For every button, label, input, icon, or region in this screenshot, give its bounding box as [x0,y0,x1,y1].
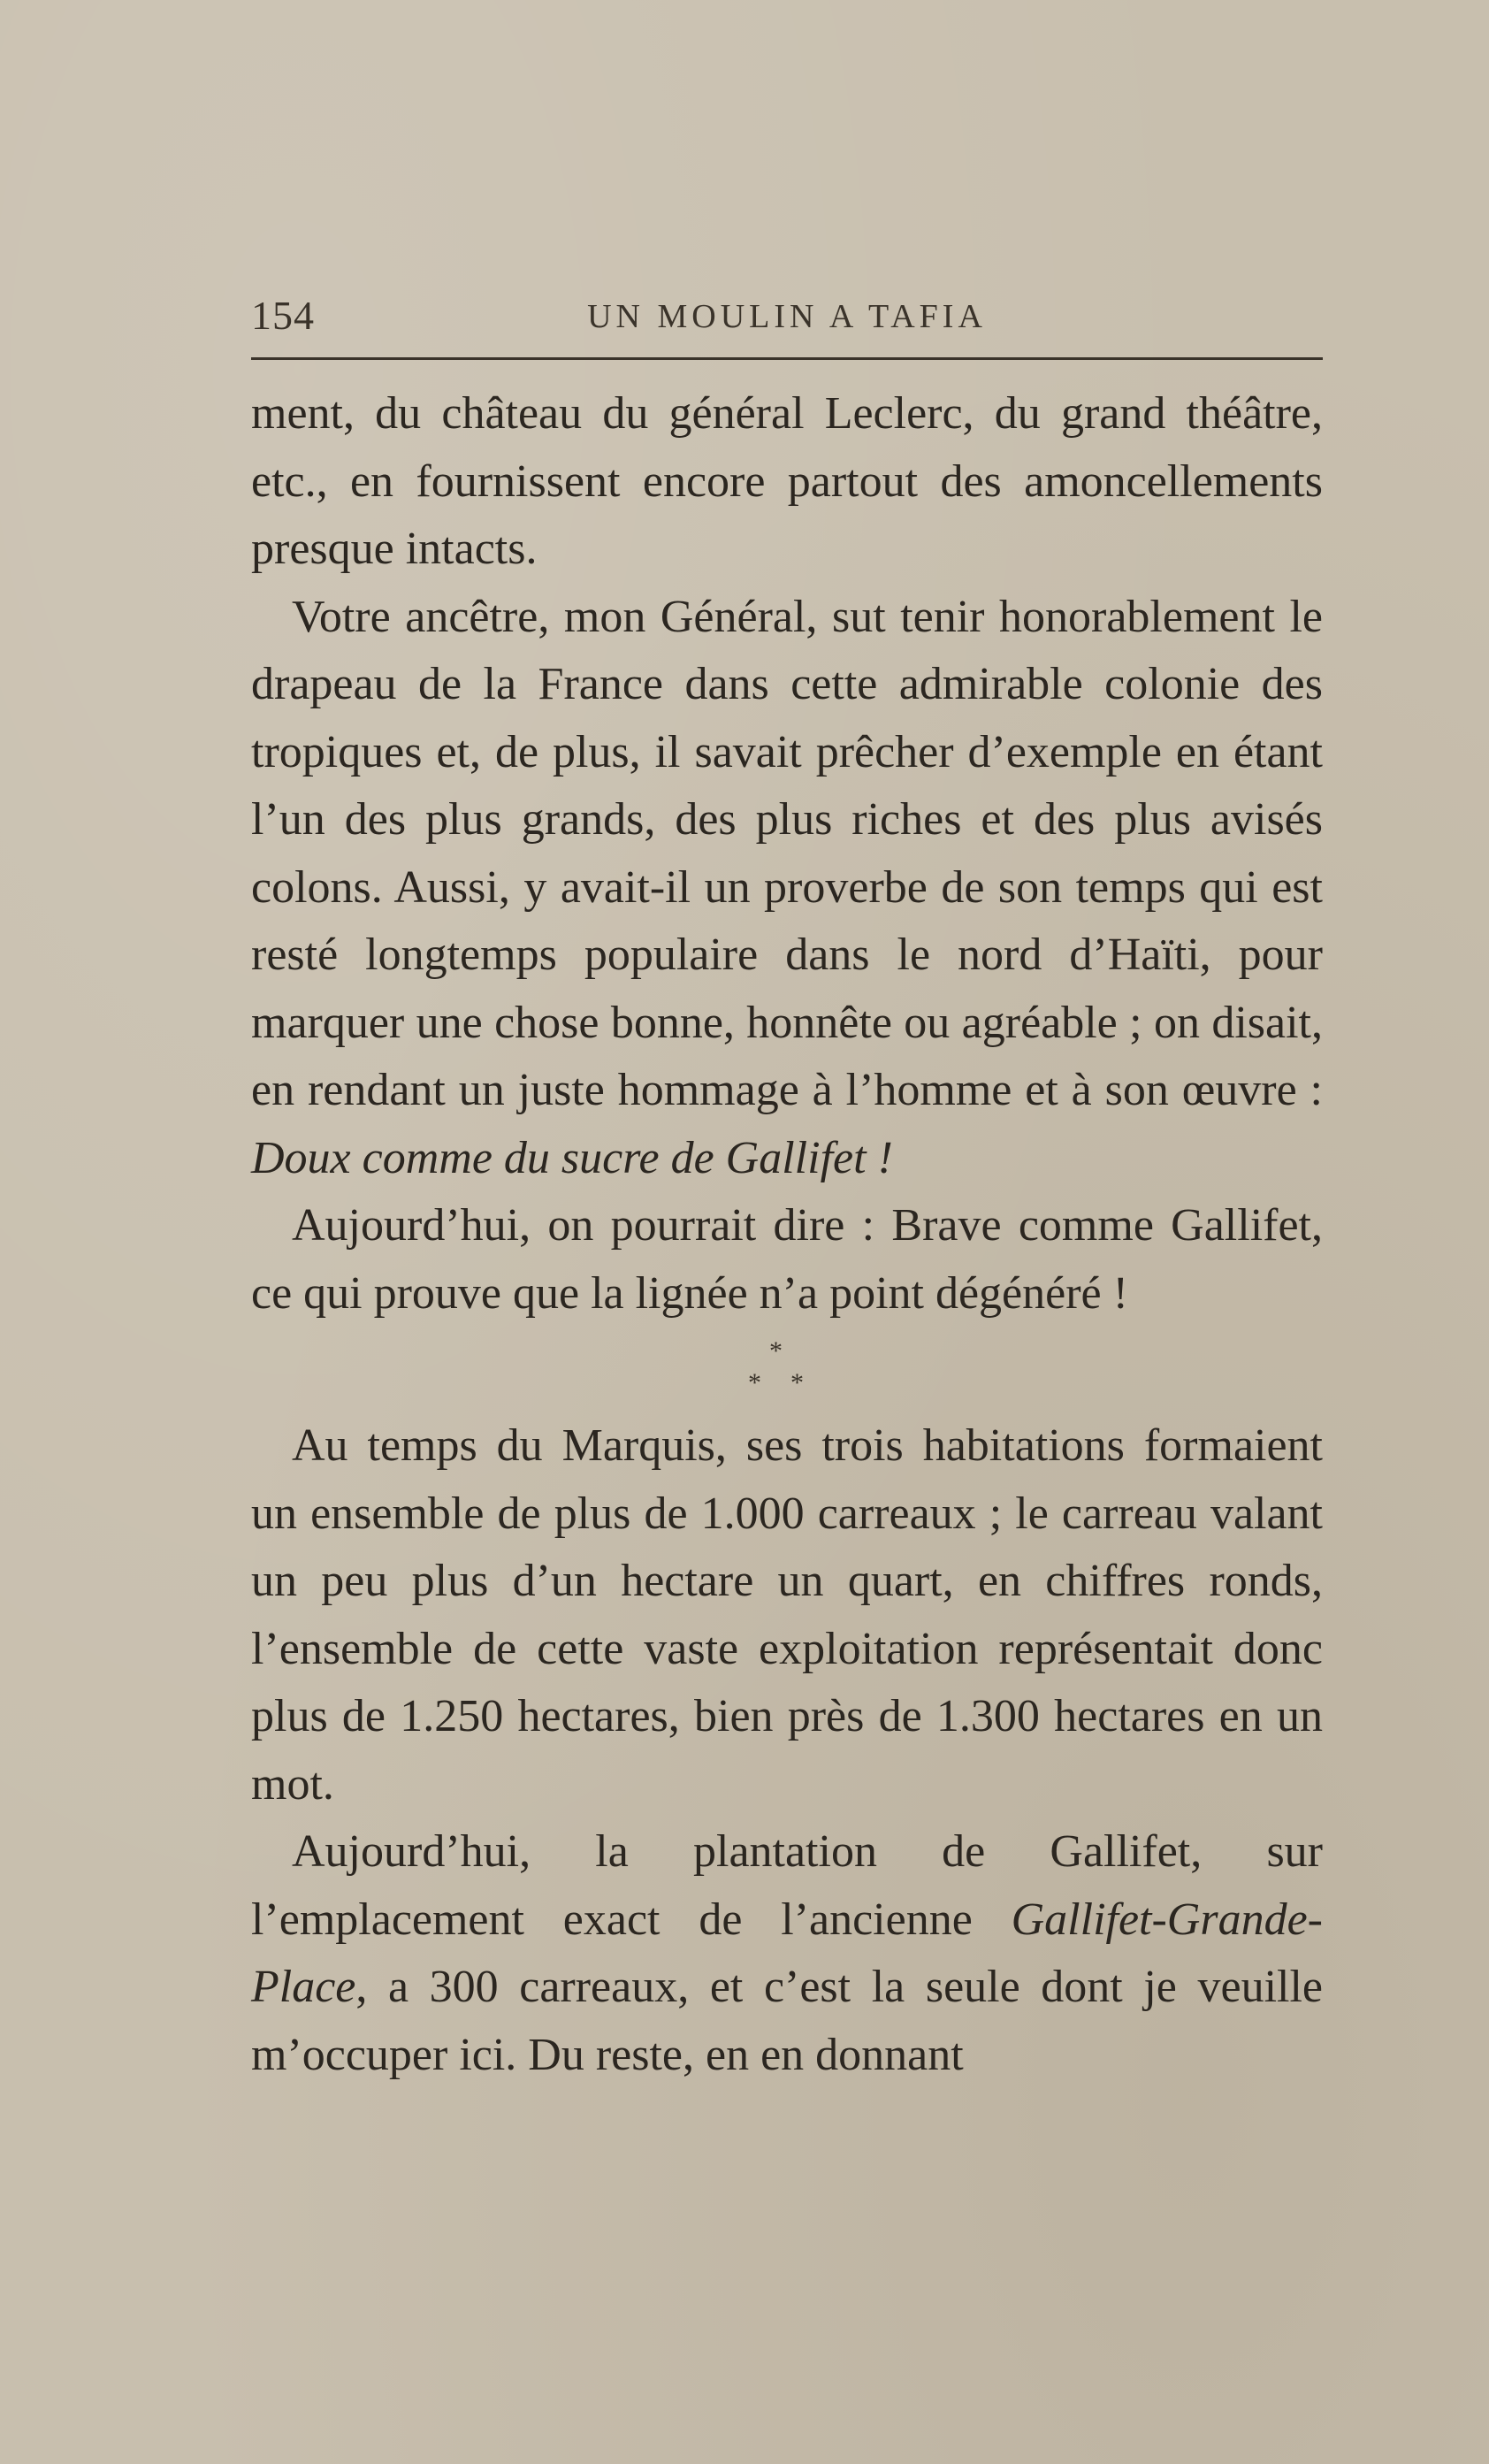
asterism [251,1331,1323,1407]
asterism-star-top: * [769,1336,783,1366]
paragraph-5 [251,1818,1323,2089]
paragraph-1-text: ment, du château du général Leclerc, du grand théâtre, etc., en fournissent encore partout des amoncellements presque intacts. [251,388,1323,574]
asterism-star-left: * [748,1368,761,1397]
paragraph-3 [251,1192,1323,1328]
paragraph-3-text: Aujourd’hui, on pourrait dire : Brave comme Gallifet, ce qui prouve que la lignée n’a point dégénéré ! [251,1200,1323,1319]
text-block [251,380,1323,2089]
asterism-star-right: * [790,1368,804,1397]
paragraph-1 [251,380,1323,584]
header-rule [251,357,1323,360]
paragraph-2 [251,584,1323,1193]
running-head [251,292,1323,354]
paragraph-4-text: Au temps du Marquis, ses trois habitations formaient un ensemble de plus de 1.000 carreaux ; le carreau valant un peu plus d’un hectare un quart, en chiffres ronds, l’ensemble de cette vaste exploitation représentait donc plus de 1.250 hectares, bien près de 1.300 hectares en un mot. [251,1420,1323,1810]
paragraph-5-text-a: Aujourd’hui, la plantation de Gallifet, sur l’emplacement exact de l’ancienne [251,1826,1323,1945]
paragraph-2-text: Votre ancêtre, mon Général, sut tenir honorablement le drapeau de la France dans cette admirable colonie des tropiques et, de plus, il savait prêcher d’exemple en étant l’un des plus grands, des plus riches et des plus avisés colons. Aussi, y avait-il un proverbe de son temps qui est resté longtemps populaire dans le nord d’Haïti, pour marquer une chose bonne, honnête ou agréable ; on disait, en rendant un juste hommage à l’homme et à son œuvre : [251,591,1323,1115]
page-number: 154 [251,293,315,338]
paragraph-4 [251,1412,1323,1818]
paragraph-2-italic: Doux comme du sucre de Gallifet ! [251,1132,893,1183]
paragraph-5-text-b: , a 300 carreaux, et c’est la seule dont je veuille m’occuper ici. Du reste, en en donnant [251,1962,1323,2080]
running-title: UN MOULIN A TAFIA [587,298,987,335]
paragraph-5-italic: Gallifet-Grande-Place [251,1894,1323,2012]
